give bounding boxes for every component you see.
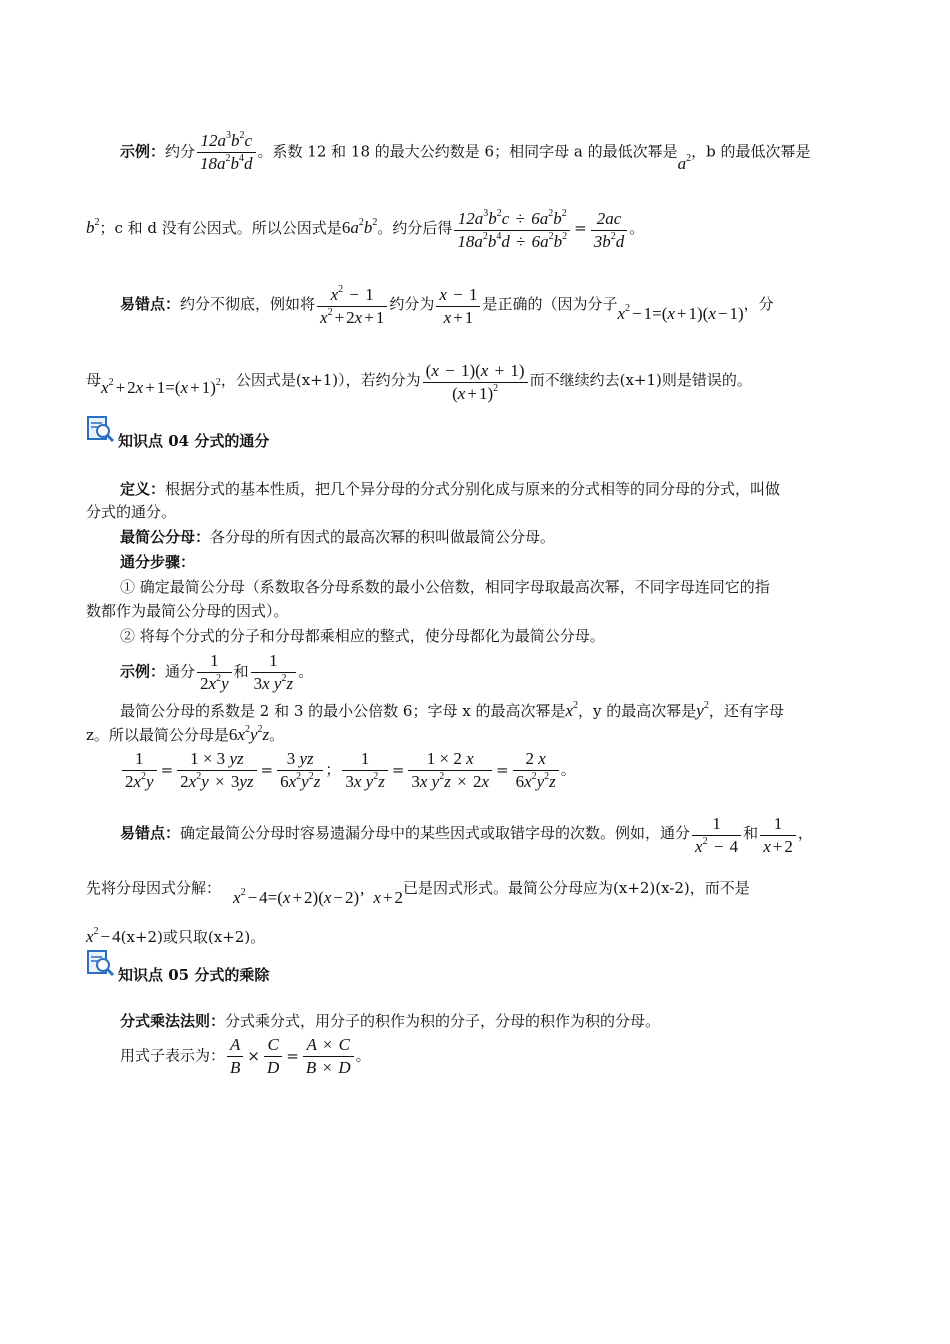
fraction: $\frac{1}{3x y^2z}$	[342, 748, 387, 793]
section-title-kp05: 知识点 05 分式的乘除	[118, 966, 270, 984]
fraction: $\frac{1 \times 3 yz}{2x^2y \times 3yz}$	[177, 748, 256, 793]
multiplication-rule: 分式乘法法则：分式乘分式，用分子的积作为积的分子，分母的积作为积的分母。	[120, 1012, 661, 1030]
fraction: $\frac{1}{2x^2y}$	[122, 748, 157, 793]
pitfall-label: 易错点：	[120, 295, 181, 313]
fraction: $\frac{1}{x^2 - 4}$	[692, 813, 741, 858]
step-1-cont: 数都作为最简公分母的因式）。	[86, 602, 289, 620]
example2-line2: 最简公分母的系数是 2 和 3 的最小公倍数 6；字母 x 的最高次幂是$x^2$，y 的最高次幂是$y^2$，还有字母	[120, 700, 784, 720]
pitfall1-line2: 母$x^2 + 2x + 1=(x + 1)^2$，公因式是(x+1)），若约分为 $\frac{(x - 1)(x + 1)}{(x + 1)^2}$ 而不继续约去(x+1)则是错误的。	[86, 361, 752, 403]
pitfall2-line1: 易错点：确定最简公分母时容易遗漏分母中的某些因式或取错字母的次数。例如，通分 $\frac{1}{x^2 - 4}$ 和 $\frac{1}{x + 2}$ ，	[120, 814, 813, 856]
fraction: $\frac{12a^3b^2c \div 6a^2b^2}{18a^2b^4d \div 6a^2b^2}$	[454, 208, 570, 253]
magnifier-document-icon	[86, 948, 116, 978]
definition-line1: 定义：根据分式的基本性质，把几个异分母的分式分别化成与原来的分式相等的同分母的分式，叫做	[120, 480, 781, 498]
section-title-kp04: 知识点 04 分式的通分	[118, 432, 270, 450]
fraction: $\frac{C}{D}$	[264, 1034, 282, 1079]
fraction: $\frac{A}{B}$	[227, 1034, 243, 1079]
fraction: $\frac{3 yz}{6x^2y^2z}$	[277, 748, 323, 793]
magnifier-document-icon	[86, 414, 116, 444]
fraction: $\frac{12a^3b^2c}{18a^2b^4d}$	[197, 130, 256, 175]
example2-equations: $\frac{1}{2x^2y}$ = $\frac{1 \times 3 yz}{2x^2y \times 3yz}$ = $\frac{3 yz}{6x^2y^2z}$ ； $\frac{1}{3x y^2z}$ = $\frac{1 \times 2 x}{3x y^2z \times 2x}$ = $\frac{2 x}{6x^2y^2z}$ 。	[120, 748, 576, 793]
fraction: $\frac{x - 1}{x + 1}$	[436, 284, 480, 329]
fraction: $\frac{1 \times 2 x}{3x y^2z \times 2x}$	[408, 748, 492, 793]
example1-line2: $b^2$；c 和 d 没有公因式。所以公因式是$6a^2b^2$。约分后得 $\frac{12a^3b^2c \div 6a^2b^2}{18a^2b^4d \div 6a^2b^2}$ = $\frac{2ac}{3b^2d}$ 。	[86, 208, 645, 251]
fraction: $\frac{1}{x + 2}$	[760, 813, 796, 858]
fraction: $\frac{2ac}{3b^2d}$	[591, 208, 628, 253]
steps-heading: 通分步骤：	[120, 553, 196, 571]
fraction: $\frac{1}{3x y^2z}$	[251, 650, 296, 695]
pitfall2-line3: $x^2 - 4(x+2)$或只取(x+2)。	[86, 926, 266, 946]
example-label: 示例：	[120, 142, 166, 161]
definition-line2: 分式的通分。	[86, 503, 177, 521]
multiplication-formula: 用式子表示为： $\frac{A}{B}$ × $\frac{C}{D}$ = $\frac{A \times C}{B \times D}$ 。	[120, 1035, 371, 1077]
example2-line1: 示例：通分 $\frac{1}{2x^2y}$ 和 $\frac{1}{3x y^2z}$ 。	[120, 651, 314, 693]
fraction: $\frac{1}{2x^2y}$	[197, 650, 232, 695]
fraction: $\frac{(x - 1)(x + 1)}{(x + 1)^2}$	[423, 360, 528, 405]
step-2: ② 将每个分式的分子和分母都乘相应的整式，使分母都化为最简公分母。	[120, 627, 605, 645]
pitfall2-line2: 先将分母因式分解： $x^2 - 4=(x + 2)(x - 2)$’ x + 2已是因式形式。最简公分母应为(x+2)(x-2)，而不是	[86, 879, 750, 907]
fraction: $\frac{2 x}{6x^2y^2z}$	[513, 748, 559, 793]
example2-line3: z。所以最简公分母是$6x^2y^2z$。	[86, 724, 285, 744]
fraction: $\frac{A \times C}{B \times D}$	[303, 1034, 354, 1079]
lcd-definition: 最简公分母：各分母的所有因式的最高次幂的积叫做最简公分母。	[120, 528, 556, 546]
example1-line1: 示例：约分 $\frac{12a^3b^2c}{18a^2b^4d}$ 。系数 12 和 18 的最大公约数是 6；相同字母 a 的最低次幂是$a^2$，b 的最低次幂是	[120, 130, 811, 173]
fraction: $\frac{x^2 - 1}{x^2 + 2x + 1}$	[317, 284, 387, 329]
pitfall1-line1: 易错点：约分不彻底，例如将 $\frac{x^2 - 1}{x^2 + 2x + 1}$ 约分为 $\frac{x - 1}{x + 1}$ 是正确的（因为分子$x^2 - 1=(x + 1)(x - 1)$，分	[120, 284, 774, 327]
step-1: ① 确定最简公分母（系数取各分母系数的最小公倍数，相同字母取最高次幂，不同字母连同它的指	[120, 578, 770, 596]
